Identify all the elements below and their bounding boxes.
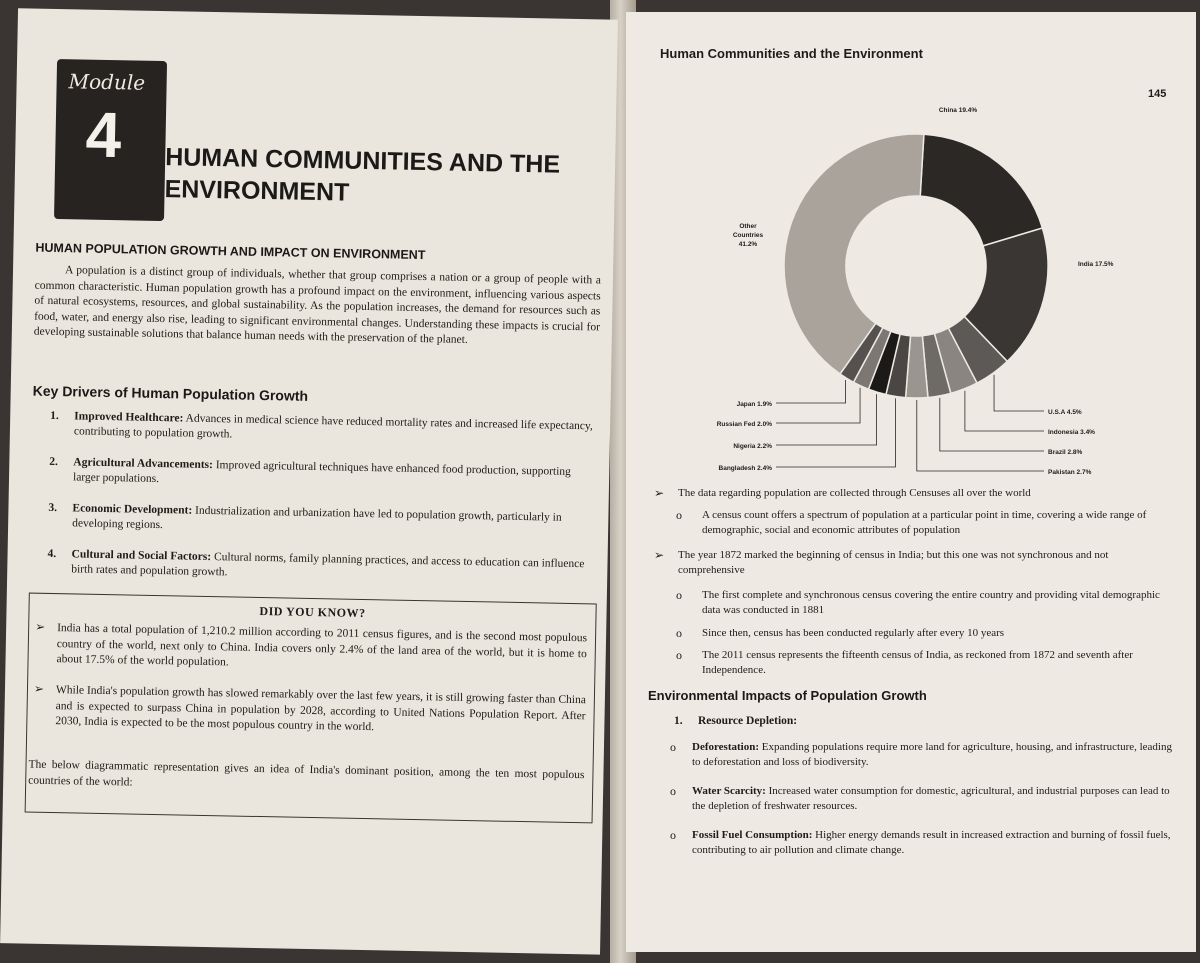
census-point: The first complete and synchronous census covering the entire country and providing vital demographic data was conducted in 1881	[702, 589, 1160, 616]
leader-line	[776, 394, 877, 445]
driver-item	[49, 455, 597, 495]
chapter-title-line-2: ENVIRONMENT	[164, 175, 350, 207]
leader-line	[776, 398, 895, 467]
impact-item	[692, 784, 1176, 814]
impact-term: Water Scarcity:	[692, 785, 766, 797]
driver-text: Cultural norms, family planning practices, and access to education can influence birth rates and population growth.	[71, 551, 585, 579]
running-head: Human Communities and the Environment	[660, 46, 923, 61]
chapter-title	[164, 141, 605, 213]
module-word: Module	[68, 69, 146, 95]
driver-number: 2.	[49, 455, 59, 469]
driver-term: Cultural and Social Factors:	[71, 548, 212, 564]
driver-text: Advances in medical science have reduced mortality rates and increased life expectancy, contributing to population growth.	[73, 412, 593, 441]
impacts-heading: Environmental Impacts of Population Growth	[648, 688, 927, 703]
census-point: The data regarding population are collected through Censuses all over the world	[678, 487, 1031, 499]
driver-text: Improved agricultural techniques have enhanced food production, supporting larger populations.	[72, 459, 571, 486]
leader-line	[994, 375, 1044, 411]
impact-term: Fossil Fuel Consumption:	[692, 829, 813, 841]
slice-label: Other Countries 41.2%	[732, 223, 764, 248]
circle-bullet-icon: o	[676, 588, 682, 602]
driver-item	[50, 409, 598, 449]
right-page	[626, 12, 1196, 952]
impacts-subheading	[674, 714, 1158, 729]
driver-number: 3.	[48, 501, 58, 515]
impacts-number: 1.	[674, 715, 683, 727]
impact-item	[692, 828, 1176, 858]
circle-bullet-icon: o	[670, 828, 676, 842]
circle-bullet-icon: o	[670, 740, 676, 754]
impact-text: Increased water consumption for domestic, agricultural, and industrial purposes can lead to the depletion of freshwater resources.	[692, 785, 1170, 812]
leader-line	[776, 388, 860, 423]
slice-label: Indonesia 3.4%	[1048, 429, 1095, 436]
census-point: Since then, census has been conducted regularly after every 10 years	[702, 627, 1005, 639]
dyk-footer: The below diagrammatic representation gives an idea of India's dominant position, among the ten most populous countries of the world:	[28, 758, 585, 789]
drivers-heading: Key Drivers of Human Population Growth	[32, 382, 309, 404]
slice-label: U.S.A 4.5%	[1048, 409, 1082, 416]
impact-text: Higher energy demands result in increased extraction and burning of fossil fuels, contributing to air pollution and climate change.	[692, 829, 1171, 856]
driver-text: Industrialization and urbanization have led to population growth, particularly in developing regions.	[72, 504, 562, 532]
leader-line	[776, 380, 846, 403]
arrow-bullet-icon: ➢	[654, 486, 665, 500]
section-heading: HUMAN POPULATION GROWTH AND IMPACT ON ENVIRONMENT	[35, 240, 426, 263]
driver-term: Improved Healthcare:	[74, 410, 184, 425]
circle-bullet-icon: o	[670, 784, 676, 798]
population-donut-chart	[716, 96, 1166, 486]
arrow-bullet-icon: ➢	[654, 548, 665, 562]
impact-term: Deforestation:	[692, 741, 759, 753]
slice-label: Bangladesh 2.4%	[718, 465, 772, 472]
slice-label: Russian Fed 2.0%	[716, 421, 772, 428]
driver-number: 4.	[47, 547, 57, 561]
census-point: A census count offers a spectrum of population at a particular point in time, covering a wide range of demographic, social and economic attributes of population	[702, 509, 1147, 536]
circle-bullet-icon: o	[676, 508, 682, 522]
slice-label: Nigeria 2.2%	[733, 443, 772, 450]
driver-number: 1.	[50, 409, 59, 423]
donut-slice-china	[920, 134, 1042, 246]
driver-term: Agricultural Advancements:	[73, 456, 214, 472]
circle-bullet-icon: o	[676, 626, 682, 640]
page-number: 145	[1148, 88, 1167, 100]
did-you-know-box	[25, 593, 597, 824]
slice-label: Pakistan 2.7%	[1048, 469, 1092, 476]
impact-text: Expanding populations require more land for agriculture, housing, and infrastructure, leading to deforestation and loss of biodiversity.	[692, 741, 1172, 768]
slice-label: India 17.5%	[1078, 261, 1114, 268]
module-number: 4	[84, 98, 122, 172]
intro-paragraph: A population is a distinct group of individuals, whether that group comprises a nation or a group of people with a common characteristic. Human population growth has a profound impact on the environment, influencing various aspects of natural ecosystems, resources, and global sustainability. As the population increases, the demand for resources such as food, water, and energy also rise, leading to significant environmental changes. Understanding these impacts is crucial for developing sustainable solutions that balance human needs with the preservation of the planet.	[33, 264, 602, 346]
arrow-bullet-icon: ➢	[35, 619, 46, 634]
chapter-title-line-1: HUMAN COMMUNITIES AND THE	[164, 143, 561, 179]
driver-term: Economic Development:	[72, 502, 193, 517]
impact-item	[692, 740, 1176, 770]
census-point: The year 1872 marked the beginning of census in India; but this one was not synchronous and not comprehensive	[678, 549, 1109, 576]
arrow-bullet-icon: ➢	[33, 681, 45, 696]
impacts-subheading-text: Resource Depletion:	[698, 715, 798, 727]
dyk-point: India has a total population of 1,210.2 million according to 2011 census figures, and is the second most populous country of the world, next only to China. India covers only 2.4% of the land area of the world, but it is home to about 17.5% of the world population.	[56, 622, 588, 669]
slice-label: China 19.4%	[938, 107, 978, 114]
driver-item	[48, 501, 596, 541]
leader-line	[940, 398, 1044, 451]
dyk-point: While India's population growth has slowed remarkably over the last few years, it is still growing faster than China and is expected to surpass China in population by 2028, according to United Nations Population Report. After 2030, India is expected to be the most populous country in the world.	[55, 684, 586, 734]
slice-label: Brazil 2.8%	[1048, 449, 1083, 456]
did-you-know-title: DID YOU KNOW?	[259, 603, 366, 621]
circle-bullet-icon: o	[676, 648, 682, 662]
left-page	[0, 8, 618, 954]
slice-label: Japan 1.9%	[736, 401, 772, 408]
driver-item	[47, 547, 595, 587]
census-point: The 2011 census represents the fifteenth census of India, as reckoned from 1872 and seventh after Independence.	[702, 649, 1133, 676]
